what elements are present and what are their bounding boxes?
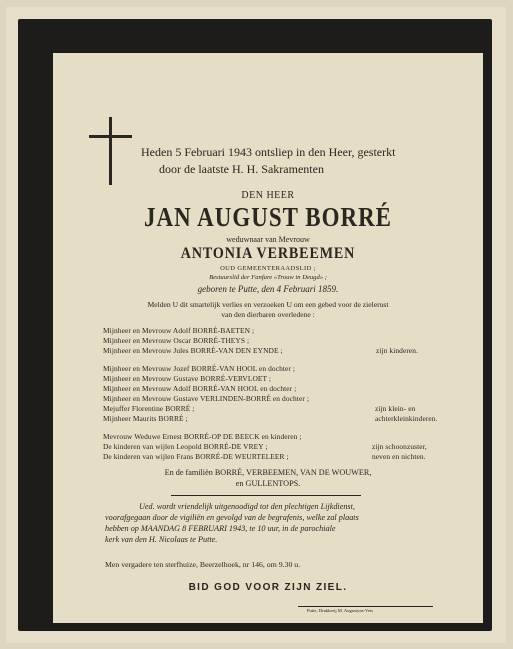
intro-line2: van den dierbaren overledene : bbox=[221, 310, 315, 319]
deceased-name: JAN AUGUST BORRÉ bbox=[143, 202, 392, 232]
relative-line: Mijnheer en Mevrouw Gustave VERLINDEN-BORRÉ en dochter ; bbox=[103, 394, 309, 403]
card-paper bbox=[53, 53, 483, 623]
printer-imprint: Putte, Drukkerij M. Augustyns-Vets bbox=[307, 608, 373, 613]
divider-rule bbox=[171, 495, 361, 496]
role-council: OUD GEMEENTERAADSLID ; bbox=[220, 265, 316, 272]
cross-icon-bar bbox=[89, 135, 132, 138]
printer-rule bbox=[298, 606, 433, 607]
invitation-line4: kerk van den H. Nicolaas te Putte. bbox=[105, 535, 218, 544]
relative-line: Mevrouw Weduwe Ernest BORRÉ-OP DE BEECK en kinderen ; bbox=[103, 432, 302, 441]
relation-note: achterkleinkinderen. bbox=[375, 414, 438, 423]
prayer-line: BID GOD VOOR ZIJN ZIEL. bbox=[188, 582, 348, 593]
death-announcement-line2: door de laatste H. H. Sakramenten bbox=[159, 162, 324, 176]
families-line1: En de familiën BORRÉ, VERBEEMEN, VAN DE WOUWER, bbox=[164, 468, 372, 477]
relation-note: zijn schoonzuster, bbox=[372, 442, 427, 451]
page-background bbox=[6, 7, 506, 643]
invitation-line2: voorafgegaan door de vigiliën en gevolgd van de begrafenis, welke zal plaats bbox=[105, 513, 359, 522]
birth-line: geboren te Putte, den 4 Februari 1859. bbox=[197, 284, 339, 294]
invitation-line3: hebben op MAANDAG 8 FEBRUARI 1943, te 10 uur, in de parochiale bbox=[105, 524, 336, 533]
relative-line: Mejuffer Florentine BORRÉ ; bbox=[103, 404, 195, 413]
relative-line: Mijnheer en Mevrouw Gustave BORRÉ-VERVLOET ; bbox=[103, 374, 272, 383]
mourning-border bbox=[18, 19, 492, 631]
invitation-line1: Ued. wordt vriendelijk uitgenoodigd tot den plechtigen Lijkdienst, bbox=[139, 502, 355, 511]
spouse-name: ANTONIA VERBEEMEN bbox=[180, 245, 356, 262]
relative-line: Mijnheer en Mevrouw Jozef BORRÉ-VAN HOOL en dochter ; bbox=[103, 364, 296, 373]
role-fanfare: Bestuurslid der Fanfare «Trouw in Deugd» ; bbox=[209, 274, 327, 281]
relation-note: zijn klein- en bbox=[375, 404, 416, 413]
meeting-line: Men vergadere ten sterfhuize, Beerzelhoek, nr 146, om 9.30 u. bbox=[105, 560, 301, 569]
relation-note: neven en nichten. bbox=[372, 452, 426, 461]
intro-line1: Melden U dit smartelijk verlies en verzoeken U om een gebed voor de zielerust bbox=[147, 300, 389, 309]
relation-note: zijn kinderen. bbox=[376, 346, 419, 355]
relative-line: De kinderen van wijlen Frans BORRÉ-DE WEURTELEER ; bbox=[103, 452, 289, 461]
den-heer-label: DEN HEER bbox=[241, 190, 295, 201]
relative-line: Mijnheer en Mevrouw Adolf BORRÉ-VAN HOOL en dochter ; bbox=[103, 384, 297, 393]
relative-line: Mijnheer en Mevrouw Adolf BORRÉ-BAETEN ; bbox=[103, 326, 255, 335]
relative-line: Mijnheer en Mevrouw Jules BORRÉ-VAN DEN EYNDE ; bbox=[103, 346, 283, 355]
cross-icon bbox=[109, 117, 112, 185]
relative-line: Mijnheer en Mevrouw Oscar BORRÉ-THEYS ; bbox=[103, 336, 250, 345]
death-announcement-line1: Heden 5 Februari 1943 ontsliep in den Heer, gesterkt bbox=[141, 145, 396, 159]
relative-line: De kinderen van wijlen Leopold BORRÉ-DE VREY ; bbox=[103, 442, 268, 451]
families-line2: en GULLENTOPS. bbox=[235, 479, 301, 488]
relative-line: Mijnheer Maurits BORRÉ ; bbox=[103, 414, 188, 423]
widower-of: weduwnaar van Mevrouw bbox=[226, 235, 310, 244]
